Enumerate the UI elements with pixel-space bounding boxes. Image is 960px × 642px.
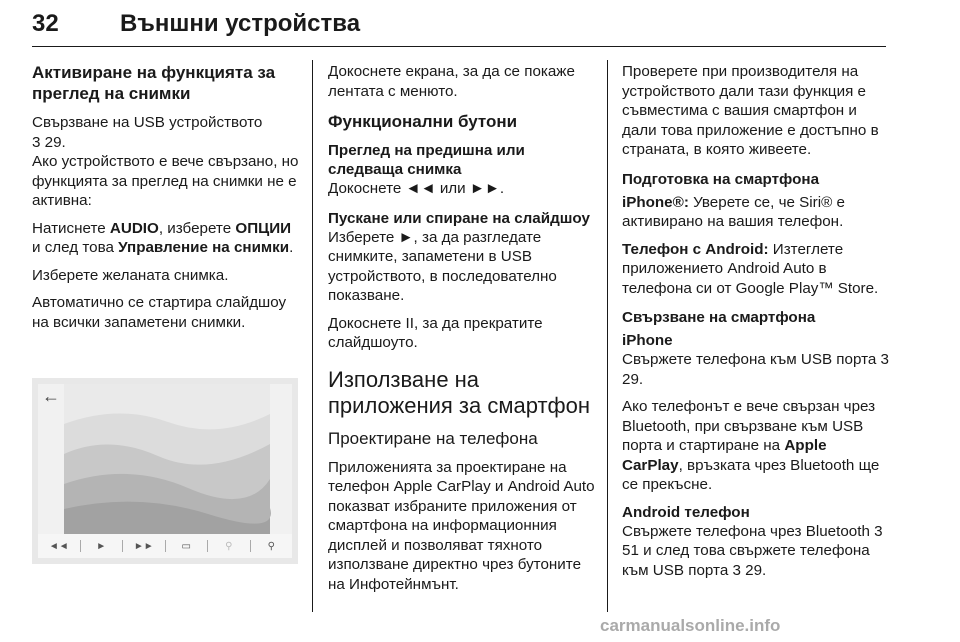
column-3 (622, 62, 890, 588)
paragraph-usb: Свързване на USB устройството 3 29. (32, 114, 263, 151)
paragraph-audio: Натиснете AUDIO, изберете ОПЦИИ и след това Управление на снимки. (32, 219, 294, 256)
heading-iphone: iPhone (622, 332, 673, 349)
heading-function-buttons: Функционални бутони (328, 112, 518, 131)
column-2 (328, 62, 596, 602)
photo-viewer-display (38, 384, 292, 558)
paragraph-android-connect: Свържете телефона чрез Bluetooth 3 51 и след това свържете телефона към USB порта 3 29. (622, 522, 883, 579)
heading-connect-smartphone: Свързване на смартфона (622, 309, 816, 326)
heading-prev-next: Преглед на предишна или следваща снимка (328, 142, 525, 178)
play-icon[interactable]: ► (96, 540, 107, 552)
zoom-out-icon[interactable]: ⚲ (225, 540, 233, 552)
heading-play-stop: Пускане или спиране на слайдшоу (328, 209, 590, 227)
page-title: Външни устройства (120, 10, 361, 37)
previous-icon[interactable]: ◄◄ (48, 540, 69, 552)
paragraph-iphone-prep: iPhone®: Уверете се, че Siri® е активирано на вашия телефон. (622, 193, 845, 230)
landscape-photo (38, 384, 292, 558)
photo-control-bar (38, 534, 292, 558)
paragraph-android-prep: Телефон с Android: Изтеглете приложението Android Auto в телефона си от Google Play™ Store. (622, 240, 879, 297)
paragraph-select-photo: Изберете желаната снимка. (32, 266, 229, 284)
header-rule (32, 46, 886, 47)
paragraph-stop: Докоснете II, за да прекратите слайдшоуто. (328, 314, 543, 351)
next-icon[interactable]: ►► (133, 540, 154, 552)
column-divider-2 (607, 60, 608, 612)
heading-smartphone-apps: Използване на приложения за смартфон (328, 366, 591, 418)
paragraph-iphone-usb: Свържете телефона към USB порта 3 29. (622, 351, 889, 388)
paragraph-slideshow: Автоматично се стартира слайдшоу на всички запаметени снимки. (32, 294, 287, 331)
paragraph-touch-screen: Докоснете екрана, за да се покаже лентата с менюто. (328, 63, 575, 100)
page-header (32, 6, 886, 48)
paragraph-connected: Ако устройството е вече свързано, но функцията за преглед на снимки не е активна: (32, 153, 299, 209)
watermark: carmanualsonline.info (600, 616, 781, 635)
heading-prepare-smartphone: Подготовка на смартфона (622, 170, 820, 188)
zoom-in-icon[interactable]: ⚲ (267, 540, 275, 552)
heading-phone-projection: Проектиране на телефона (328, 428, 538, 448)
photo-viewer-screenshot (32, 378, 298, 564)
paragraph-play: Изберете ►, за да разгледате снимките, запаметени в USB устройството, в последователно показване. (328, 228, 557, 304)
paragraph-projection: Приложенията за проектиране на телефон Apple CarPlay и Android Auto показват избраните приложения от смартфона на информационния дисплей и позволяват тяхното използване директно чрез бутоните на Инфотейнмънт. (328, 458, 595, 593)
back-icon[interactable]: ← (42, 386, 60, 406)
heading-android-phone: Android телефон (622, 503, 750, 521)
column-divider-1 (312, 60, 313, 612)
paragraph-check-manufacturer: Проверете при производителя на устройството дали тази функция е съвместима с вашия смартфон и дали това приложение е достъпно в страната, в която живеете. (622, 63, 879, 158)
fit-icon[interactable]: ▭ (181, 540, 191, 552)
paragraph-prev-next: Докоснете ◄◄ или ►►. (328, 180, 505, 197)
section-heading-photo-viewer: Активиране на функцията за преглед на снимки (32, 63, 276, 103)
page-number: 32 (32, 10, 59, 37)
paragraph-iphone-bluetooth: Ако телефонът е вече свързан чрез Bluetooth, при свързване към USB порта и стартиране на Apple CarPlay, връзката чрез Bluetooth ще се прекъсне. (622, 398, 880, 493)
column-1 (32, 62, 302, 340)
